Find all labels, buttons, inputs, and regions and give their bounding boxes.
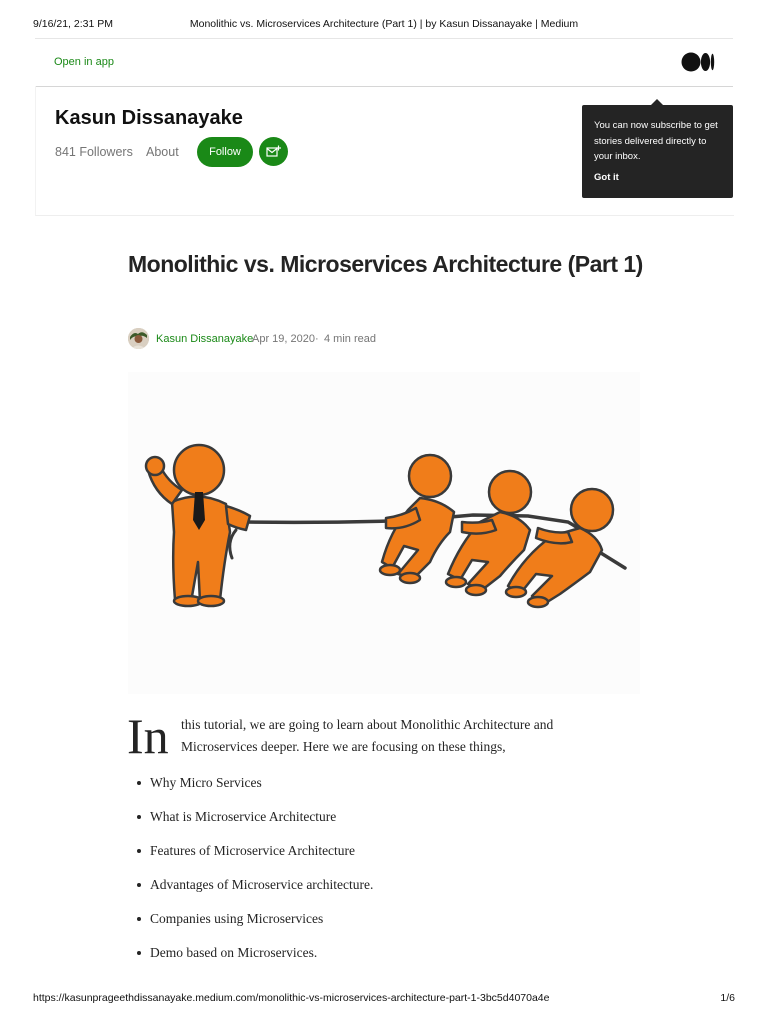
bullet xyxy=(137,917,141,921)
print-footer xyxy=(33,992,735,1006)
list-item xyxy=(128,874,373,908)
list-item-text: Advantages of Microservice architecture. xyxy=(150,877,374,892)
print-datetime: 9/16/21, 2:31 PM xyxy=(33,18,113,30)
followers-count[interactable]: 841 Followers xyxy=(55,145,133,159)
top-bar xyxy=(35,38,733,87)
list-item xyxy=(128,942,373,976)
bullet xyxy=(137,883,141,887)
tooltip-message: You can now subscribe to get stories delivered directly to your inbox. xyxy=(594,120,718,162)
list-item xyxy=(128,806,373,840)
byline-author-link[interactable]: Kasun Dissanayake xyxy=(156,333,254,345)
read-time: 4 min read xyxy=(324,333,376,345)
subscribe-button[interactable] xyxy=(259,137,288,166)
author-name[interactable]: Kasun Dissanayake xyxy=(55,107,243,129)
subscribe-tooltip xyxy=(582,105,733,198)
publish-date: Apr 19, 2020 xyxy=(252,333,315,345)
list-item xyxy=(128,840,373,874)
follow-button[interactable]: Follow xyxy=(197,137,253,167)
bullet xyxy=(137,849,141,853)
medium-logo-icon[interactable] xyxy=(681,52,715,72)
about-link[interactable]: About xyxy=(146,145,179,159)
drop-cap: In xyxy=(127,708,169,764)
tug-of-war-illustration xyxy=(128,372,640,694)
tooltip-arrow xyxy=(650,99,664,106)
avatar[interactable] xyxy=(128,328,149,349)
bullet xyxy=(137,815,141,819)
list-item-text: Companies using Microservices xyxy=(150,911,324,926)
article-hero-image xyxy=(128,372,640,694)
list-item-text: Demo based on Microservices. xyxy=(150,945,318,960)
open-in-app-link[interactable]: Open in app xyxy=(54,56,114,68)
list-item xyxy=(128,772,373,806)
intro-paragraph: this tutorial, we are going to learn about Monolithic Architecture and Microservices deeper. Here we are focusing on these things, xyxy=(181,717,554,754)
bullet xyxy=(137,951,141,955)
bullet xyxy=(137,781,141,785)
avatar-image xyxy=(128,328,149,349)
got-it-button[interactable]: Got it xyxy=(594,172,619,183)
print-url: https://kasunprageethdissanayake.medium.com/monolithic-vs-microservices-architecture-part-1-3bc5d4070a4e xyxy=(33,992,550,1004)
topics-list xyxy=(128,772,373,976)
print-page-title: Monolithic vs. Microservices Architecture (Part 1) | by Kasun Dissanayake | Medium xyxy=(189,18,579,30)
list-item xyxy=(128,908,373,942)
mail-plus-icon xyxy=(266,145,281,158)
list-item-text: What is Microservice Architecture xyxy=(150,809,337,824)
list-item-text: Why Micro Services xyxy=(150,775,262,790)
print-page-number: 1/6 xyxy=(720,992,735,1004)
list-item-text: Features of Microservice Architecture xyxy=(150,843,356,858)
byline-separator: · xyxy=(315,333,319,345)
article-title: Monolithic vs. Microservices Architecture (Part 1) xyxy=(128,251,643,277)
print-header xyxy=(33,18,735,32)
